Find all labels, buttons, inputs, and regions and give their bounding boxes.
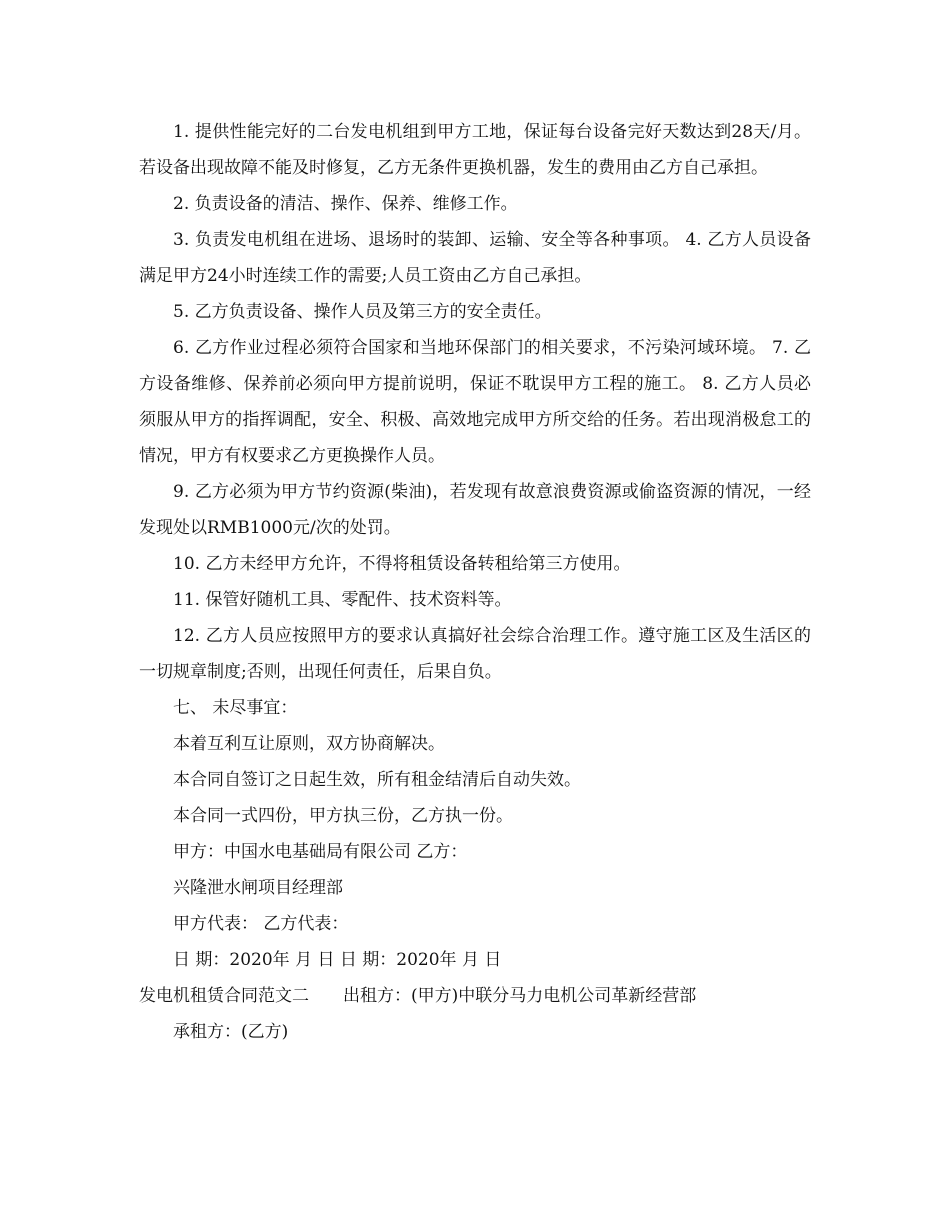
clause-3-4: 3. 负责发电机组在进场、退场时的装卸、运输、安全等各种事项。 4. 乙方人员设备满足甲方24小时连续工作的需要;人员工资由乙方自己承担。 [139, 230, 811, 286]
contract-body [139, 114, 811, 1050]
effective-clause: 本合同自签订之日起生效，所有租金结清后自动失效。 [173, 770, 581, 790]
clause-9: 9. 乙方必须为甲方节约资源(柴油)，若发现有故意浪费资源或偷盗资源的情况，一经发现处以RMB1000元/次的处罚。 [139, 482, 811, 538]
section-heading-unresolved-matters: 七、 未尽事宜： [173, 698, 298, 718]
representatives: 甲方代表： 乙方代表： [173, 914, 349, 934]
party-b-dept: 兴隆泄水闸项目经理部 [173, 878, 343, 898]
clause-12: 12. 乙方人员应按照甲方的要求认真搞好社会综合治理工作。遵守施工区及生活区的一切规章制度;否则，出现任何责任，后果自负。 [139, 626, 811, 682]
clause-2: 2. 负责设备的清洁、操作、保养、维修工作。 [173, 194, 518, 214]
copies-clause: 本合同一式四份，甲方执三份，乙方执一份。 [173, 806, 513, 826]
party-names: 甲方：中国水电基础局有限公司 乙方： [173, 842, 468, 862]
lessee-line: 承租方：(乙方) [173, 1022, 289, 1042]
clause-5: 5. 乙方负责设备、操作人员及第三方的安全责任。 [173, 302, 552, 322]
clause-10: 10. 乙方未经甲方允许，不得将租赁设备转租给第三方使用。 [173, 554, 631, 574]
clause-1: 1. 提供性能完好的二台发电机组到甲方工地，保证每台设备完好天数达到28天/月。若设备出现故障不能及时修复，乙方无条件更换机器，发生的费用由乙方自己承担。 [139, 122, 811, 178]
clause-6-8: 6. 乙方作业过程必须符合国家和当地环保部门的相关要求，不污染河域环境。 7. 乙方设备维修、保养前必须向甲方提前说明，保证不耽误甲方工程的施工。 8. 乙方人员必须服从甲方的指挥调配，安全、积极、高效地完成甲方所交给的任务。若出现消极怠工的情况，甲方有权要求乙方更换操作人员。 [139, 338, 811, 466]
resolution-principle: 本着互利互让原则，双方协商解决。 [173, 734, 445, 754]
signing-dates: 日 期：2020年 月 日 日 期：2020年 月 日 [173, 950, 502, 970]
clause-11: 11. 保管好随机工具、零配件、技术资料等。 [173, 590, 512, 610]
second-contract-header: 发电机租赁合同范文二 出租方：(甲方)中联分马力电机公司革新经营部 [139, 986, 697, 1006]
